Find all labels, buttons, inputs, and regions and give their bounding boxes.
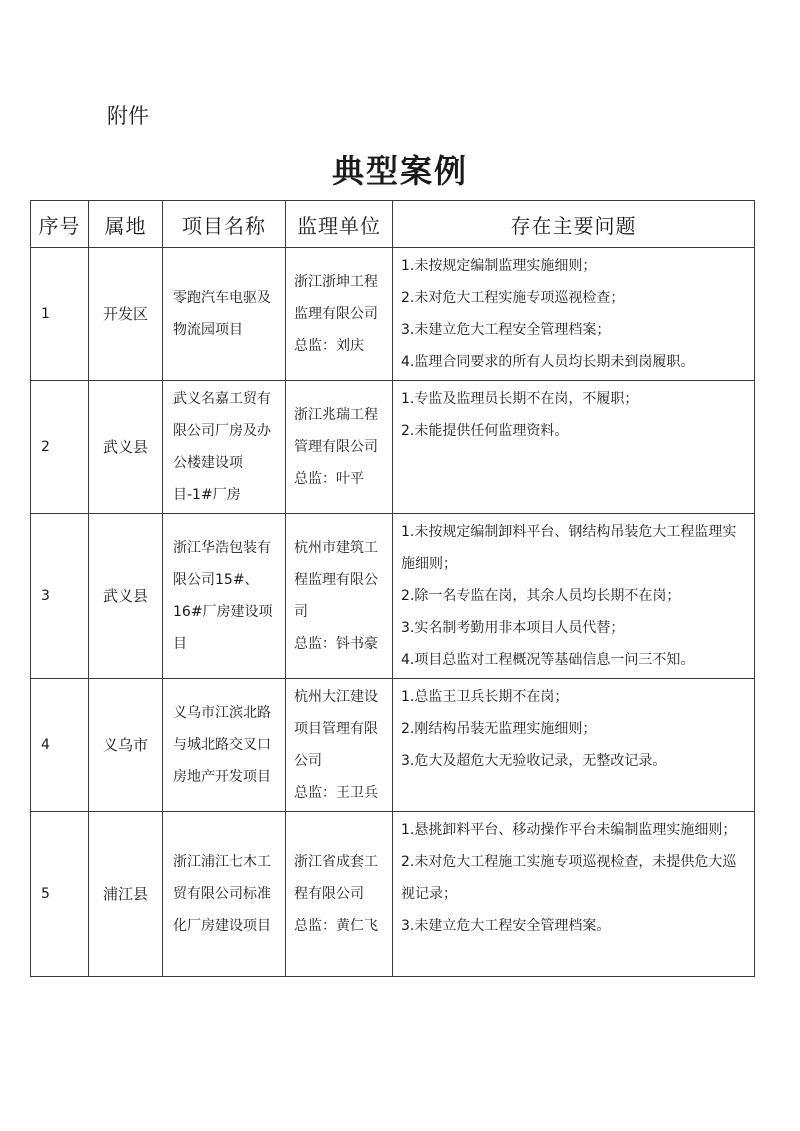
attachment-label: 附件 (107, 104, 149, 128)
row-seq: 2 (31, 381, 89, 514)
row-unit (286, 679, 393, 812)
supervisor: 总监：叶平 (294, 471, 364, 487)
issue-item: 3.未建立危大工程安全管理档案。 (401, 918, 611, 934)
row-seq: 4 (31, 679, 89, 812)
row-issues (393, 248, 755, 381)
issue-item: 4.监理合同要求的所有人员均长期未到岗履职。 (401, 354, 695, 370)
unit-name: 浙江兆瑞工程管理有限公司 (294, 407, 378, 455)
issue-item: 2.未能提供任何监理资料。 (401, 423, 569, 439)
issue-item: 1.总监王卫兵长期不在岗； (401, 689, 569, 705)
document-title: 典型案例 (331, 152, 468, 190)
issue-item: 3.未建立危大工程安全管理档案； (401, 322, 611, 338)
row-project: 义乌市江滨北路与城北路交叉口房地产开发项目 (163, 679, 286, 812)
row-seq: 3 (31, 514, 89, 679)
issue-item: 1.未按规定编制卸料平台、钢结构吊装危大工程监理实施细则； (401, 524, 737, 572)
issue-item: 1.悬挑卸料平台、移动操作平台未编制监理实施细则； (401, 822, 737, 838)
row-area: 开发区 (89, 248, 163, 381)
row-unit (286, 381, 393, 514)
row-issues (393, 381, 755, 514)
row-seq: 1 (31, 248, 89, 381)
supervisor: 总监：黄仁飞 (294, 918, 378, 934)
unit-name: 杭州市建筑工程监理有限公司 (294, 540, 378, 620)
issue-item: 1.未按规定编制监理实施细则； (401, 258, 597, 274)
column-header-area: 属地 (89, 201, 163, 248)
supervisor: 总监：王卫兵 (294, 785, 378, 801)
row-issues (393, 514, 755, 679)
table-row (31, 679, 755, 812)
row-area: 浦江县 (89, 812, 163, 977)
issue-item: 3.实名制考勤用非本项目人员代替； (401, 620, 625, 636)
row-seq: 5 (31, 812, 89, 977)
row-project: 浙江浦江七木工贸有限公司标准化厂房建设项目 (163, 812, 286, 977)
row-project: 零跑汽车电驱及物流园项目 (163, 248, 286, 381)
issue-item: 2.未对危大工程施工实施专项巡视检查，未提供危大巡视记录； (401, 854, 737, 902)
row-area: 义乌市 (89, 679, 163, 812)
row-project: 浙江华浩包装有限公司15#、16#厂房建设项目 (163, 514, 286, 679)
table-row (31, 514, 755, 679)
table-row (31, 381, 755, 514)
column-header-seq: 序号 (31, 201, 89, 248)
unit-name: 杭州大江建设项目管理有限公司 (294, 689, 378, 769)
unit-name: 浙江省成套工程有限公司 (294, 854, 378, 902)
row-area: 武义县 (89, 514, 163, 679)
case-table (30, 200, 755, 977)
column-header-issues: 存在主要问题 (393, 201, 755, 248)
issue-item: 2.刚结构吊装无监理实施细则； (401, 721, 597, 737)
row-project: 武义名嘉工贸有限公司厂房及办公楼建设项目-1#厂房 (163, 381, 286, 514)
row-unit (286, 248, 393, 381)
issue-item: 3.危大及超危大无验收记录，无整改记录。 (401, 753, 667, 769)
row-area: 武义县 (89, 381, 163, 514)
row-issues (393, 812, 755, 977)
supervisor: 总监：刘庆 (294, 338, 364, 354)
row-issues (393, 679, 755, 812)
issue-item: 2.未对危大工程实施专项巡视检查； (401, 290, 625, 306)
table-header-row (31, 201, 755, 248)
unit-name: 浙江浙坤工程监理有限公司 (294, 274, 378, 322)
column-header-project: 项目名称 (163, 201, 286, 248)
table-row (31, 812, 755, 977)
column-header-unit: 监理单位 (286, 201, 393, 248)
issue-item: 1.专监及监理员长期不在岗，不履职； (401, 391, 639, 407)
issue-item: 4.项目总监对工程概况等基础信息一问三不知。 (401, 652, 695, 668)
row-unit (286, 812, 393, 977)
supervisor: 总监：钭书豪 (294, 636, 378, 652)
row-unit (286, 514, 393, 679)
table-row (31, 248, 755, 381)
issue-item: 2.除一名专监在岗，其余人员均长期不在岗； (401, 588, 681, 604)
